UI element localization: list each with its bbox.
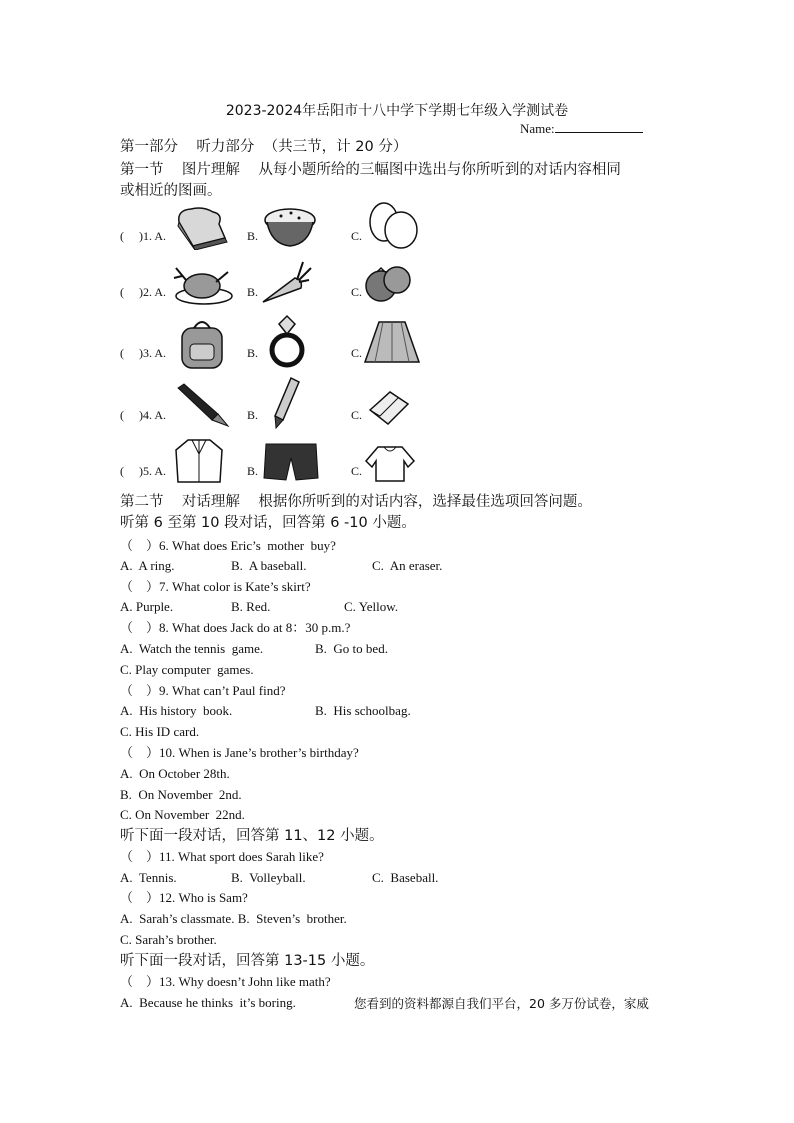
question-12: （ ）12. Who is Sam? [120,890,248,905]
name-label: Name: [520,121,555,136]
bread-icon[interactable] [173,204,231,250]
option-b-label: B. [247,229,259,243]
ring-icon[interactable] [267,314,307,370]
jacket-icon[interactable] [172,436,226,484]
name-blank[interactable] [555,121,643,133]
q6-option-b[interactable]: B. A baseball. [231,558,307,573]
shorts-icon[interactable] [262,440,320,482]
q12-option-a-b[interactable]: A. Sarah’s classmate. B. Steven’s brother. [120,911,347,926]
q6-option-c[interactable]: C. An eraser. [372,558,443,573]
q10-option-b[interactable]: B. On November 2nd. [120,787,242,802]
instruction-6-10: 听第 6 至第 10 段对话，回答第 6 -10 小题。 [120,515,416,531]
q6-option-a[interactable]: A. A ring. [120,558,175,573]
section2-heading: 第二节 对话理解 根据你所听到的对话内容，选择最佳选项回答问题。 [120,494,592,510]
option-b-label: B. [247,408,259,422]
q7-option-c[interactable]: C. Yellow. [344,599,399,614]
q8-option-b[interactable]: B. Go to bed. [315,641,388,656]
q7-option-a[interactable]: A. Purple. [120,599,174,614]
q9-option-b[interactable]: B. His schoolbag. [315,703,411,718]
picture-question-label: ( )3. A. [120,346,166,360]
q11-option-b[interactable]: B. Volleyball. [231,870,306,885]
picture-question-label: ( )1. A. [120,229,166,243]
option-c-label: C. [351,346,363,360]
question-10: （ ）10. When is Jane’s brother’s birthday? [120,745,359,760]
option-b-label: B. [247,346,259,360]
footer-watermark: 您看到的资料都源自我们平台，20 多万份试卷，家威 [354,996,649,1011]
instruction-13-15: 听下面一段对话，回答第 13-15 小题。 [120,953,375,969]
q9-option-a[interactable]: A. His history book. [120,703,233,718]
q11-option-a[interactable]: A. Tennis. [120,870,177,885]
skirt-icon[interactable] [363,318,421,366]
pencil-icon[interactable] [271,376,301,430]
backpack-icon[interactable] [176,316,232,370]
question-6: （ ）6. What does Eric’s mother buy? [120,538,336,553]
q8-option-c[interactable]: C. Play computer games. [120,662,254,677]
exam-title: 2023-2024年岳阳市十八中学下学期七年级入学测试卷 [225,103,569,119]
picture-question-label: ( )5. A. [120,464,166,478]
q12-option-c[interactable]: C. Sarah’s brother. [120,932,217,947]
eraser-icon[interactable] [366,390,410,426]
q9-option-c[interactable]: C. His ID card. [120,724,200,739]
instruction-11-12: 听下面一段对话，回答第 11、12 小题。 [120,828,384,844]
sweater-icon[interactable] [364,443,416,483]
question-13: （ ）13. Why doesn’t John like math? [120,974,331,989]
picture-question-label: ( )4. A. [120,408,166,422]
question-11: （ ）11. What sport does Sarah like? [120,849,324,864]
carrot-icon[interactable] [259,258,313,306]
section1-heading: 第一节 图片理解 从每小题所给的三幅图中选出与你所听到的对话内容相同 [120,162,621,178]
option-b-label: B. [247,464,259,478]
picture-question-label: ( )2. A. [120,285,166,299]
question-8: （ ）8. What does Jack do at 8：30 p.m.? [120,620,351,635]
q13-option-a[interactable]: A. Because he thinks it’s boring. [120,995,296,1010]
rice-bowl-icon[interactable] [261,204,319,250]
section1-heading-cont: 或相近的图画。 [120,183,222,199]
option-c-label: C. [351,229,363,243]
chicken-icon[interactable] [172,262,234,306]
q10-option-a[interactable]: A. On October 28th. [120,766,230,781]
option-c-label: C. [351,464,363,478]
part1-heading: 第一部分 听力部分 （共三节，计 20 分） [120,139,408,155]
option-c-label: C. [351,408,363,422]
q7-option-b[interactable]: B. Red. [231,599,271,614]
name-field [520,121,643,137]
option-b-label: B. [247,285,259,299]
q10-option-c[interactable]: C. On November 22nd. [120,807,245,822]
q11-option-c[interactable]: C. Baseball. [372,870,439,885]
pen-icon[interactable] [174,382,230,428]
option-c-label: C. [351,285,363,299]
question-9: （ ）9. What can’t Paul find? [120,683,286,698]
tomatoes-icon[interactable] [363,262,413,304]
question-7: （ ）7. What color is Kate’s skirt? [120,579,311,594]
eggs-icon[interactable] [364,200,422,250]
q8-option-a[interactable]: A. Watch the tennis game. [120,641,264,656]
